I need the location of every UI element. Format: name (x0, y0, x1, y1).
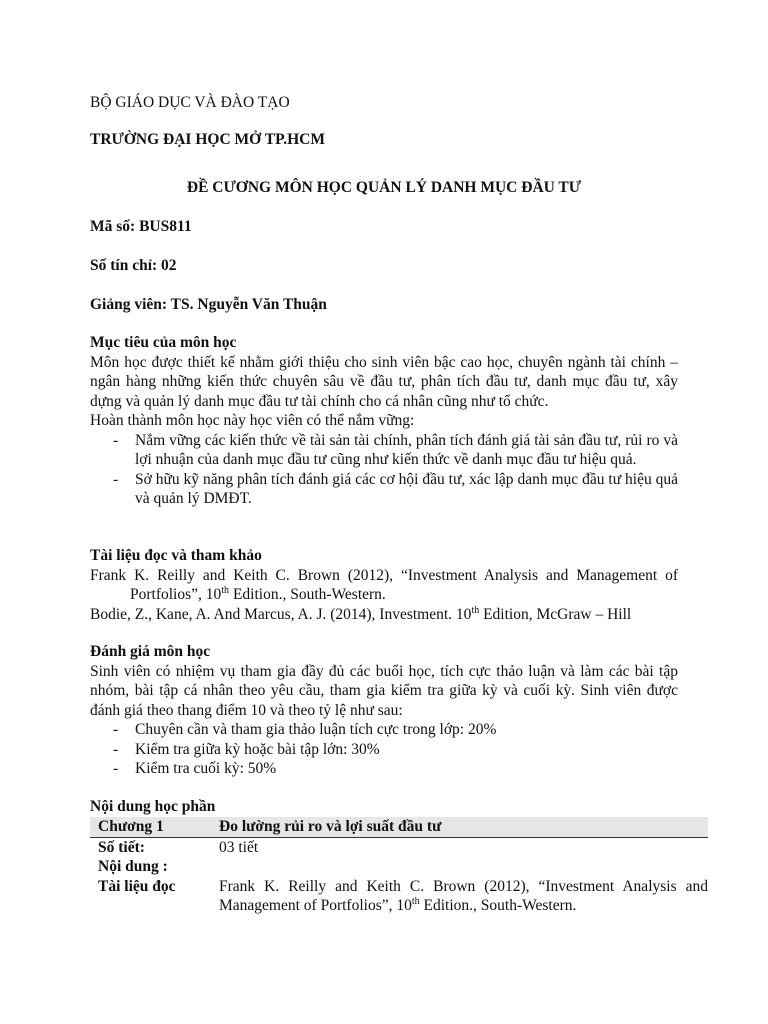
course-lecturer: Giảng viên: TS. Nguyễn Văn Thuận (90, 296, 327, 313)
references-heading: Tài liệu đọc và tham khảo (90, 547, 262, 564)
table-row (90, 817, 708, 837)
list-item: - Chuyên cần và tham gia thảo luận tích cực trong lớp: 20% (113, 721, 497, 738)
ministry-name: BỘ GIÁO DỤC VÀ ĐÀO TẠO (90, 94, 290, 111)
objectives-list (90, 431, 678, 509)
objectives-lead: Hoàn thành môn học này học viên có thể nắm vững: (90, 412, 415, 429)
list-item: - Sở hữu kỹ năng phân tích đánh giá các cơ hội đầu tư, xác lập danh mục đầu tư hiệu quả và quản lý DMĐT. (113, 470, 678, 507)
chapter-title: Đo lường rủi ro và lợi suất đầu tư (211, 817, 708, 837)
hours-value: 03 tiết (219, 838, 259, 856)
reading-label: Tài liệu đọc (98, 877, 176, 895)
assessment-list (90, 720, 678, 779)
reading-value: Frank K. Reilly and Keith C. Brown (2012), “Investment Analysis and Management of Portfolios”, 10th Edition., South-Western. (219, 877, 708, 914)
university-name: TRƯỜNG ĐẠI HỌC MỞ TP.HCM (90, 131, 325, 148)
table-row (90, 877, 708, 916)
assessment-paragraph: Sinh viên có nhiệm vụ tham gia đầy đủ các buổi học, tích cực thảo luận và làm các bài tập nhóm, bài tập cá nhân theo yêu cầu, tham gia kiểm tra giữa kỳ và cuối kỳ. Sinh viên được đánh giá theo thang điểm 10 và theo tỷ lệ như sau: (90, 662, 678, 719)
course-credits: Số tín chỉ: 02 (90, 257, 177, 274)
course-code: Mã số: BUS811 (90, 218, 192, 235)
assessment-section (90, 642, 678, 779)
document-title: ĐỀ CƯƠNG MÔN HỌC QUẢN LÝ DANH MỤC ĐẦU TƯ (186, 179, 582, 196)
list-item: - Nắm vững các kiến thức về tài sản tài chính, phân tích đánh giá tài sản đầu tư, rủi ro và lợi nhuận của danh mục đầu tư cũng như kiến thức về danh mục đầu tư hiệu quả. (113, 431, 678, 468)
chapter-label: Chương 1 (90, 817, 211, 837)
assessment-heading: Đánh giá môn học (90, 643, 211, 660)
reference-item: Bodie, Z., Kane, A. And Marcus, A. J. (2014), Investment. 10th Edition, McGraw – Hill (90, 604, 632, 623)
objectives-section (90, 333, 678, 509)
objectives-paragraph: Môn học được thiết kế nhằm giới thiệu cho sinh viên bậc cao học, chuyên ngành tài chính – ngân hàng những kiến thức chuyên sâu về đầu tư, phân tích đầu tư, danh mục đầu tư, xây dựng và quản lý danh mục đầu tư tài chính cho cá nhân cũng như tổ chức. (90, 353, 678, 410)
content-table (90, 817, 708, 916)
hours-label: Số tiết: (98, 838, 145, 856)
table-row (90, 857, 708, 877)
table-row (90, 837, 708, 857)
content-label: Nội dung : (98, 858, 168, 875)
list-item: - Kiểm tra giữa kỳ hoặc bài tập lớn: 30% (113, 740, 380, 758)
references-section (90, 546, 678, 624)
reference-item: Frank K. Reilly and Keith C. Brown (2012), “Investment Analysis and Management of Portfolios”, 10th Edition., South-Western. (90, 566, 678, 603)
objectives-heading: Mục tiêu của môn học (90, 334, 237, 351)
content-heading: Nội dung học phần (90, 798, 216, 815)
list-item: - Kiểm tra cuối kỳ: 50% (113, 760, 277, 777)
